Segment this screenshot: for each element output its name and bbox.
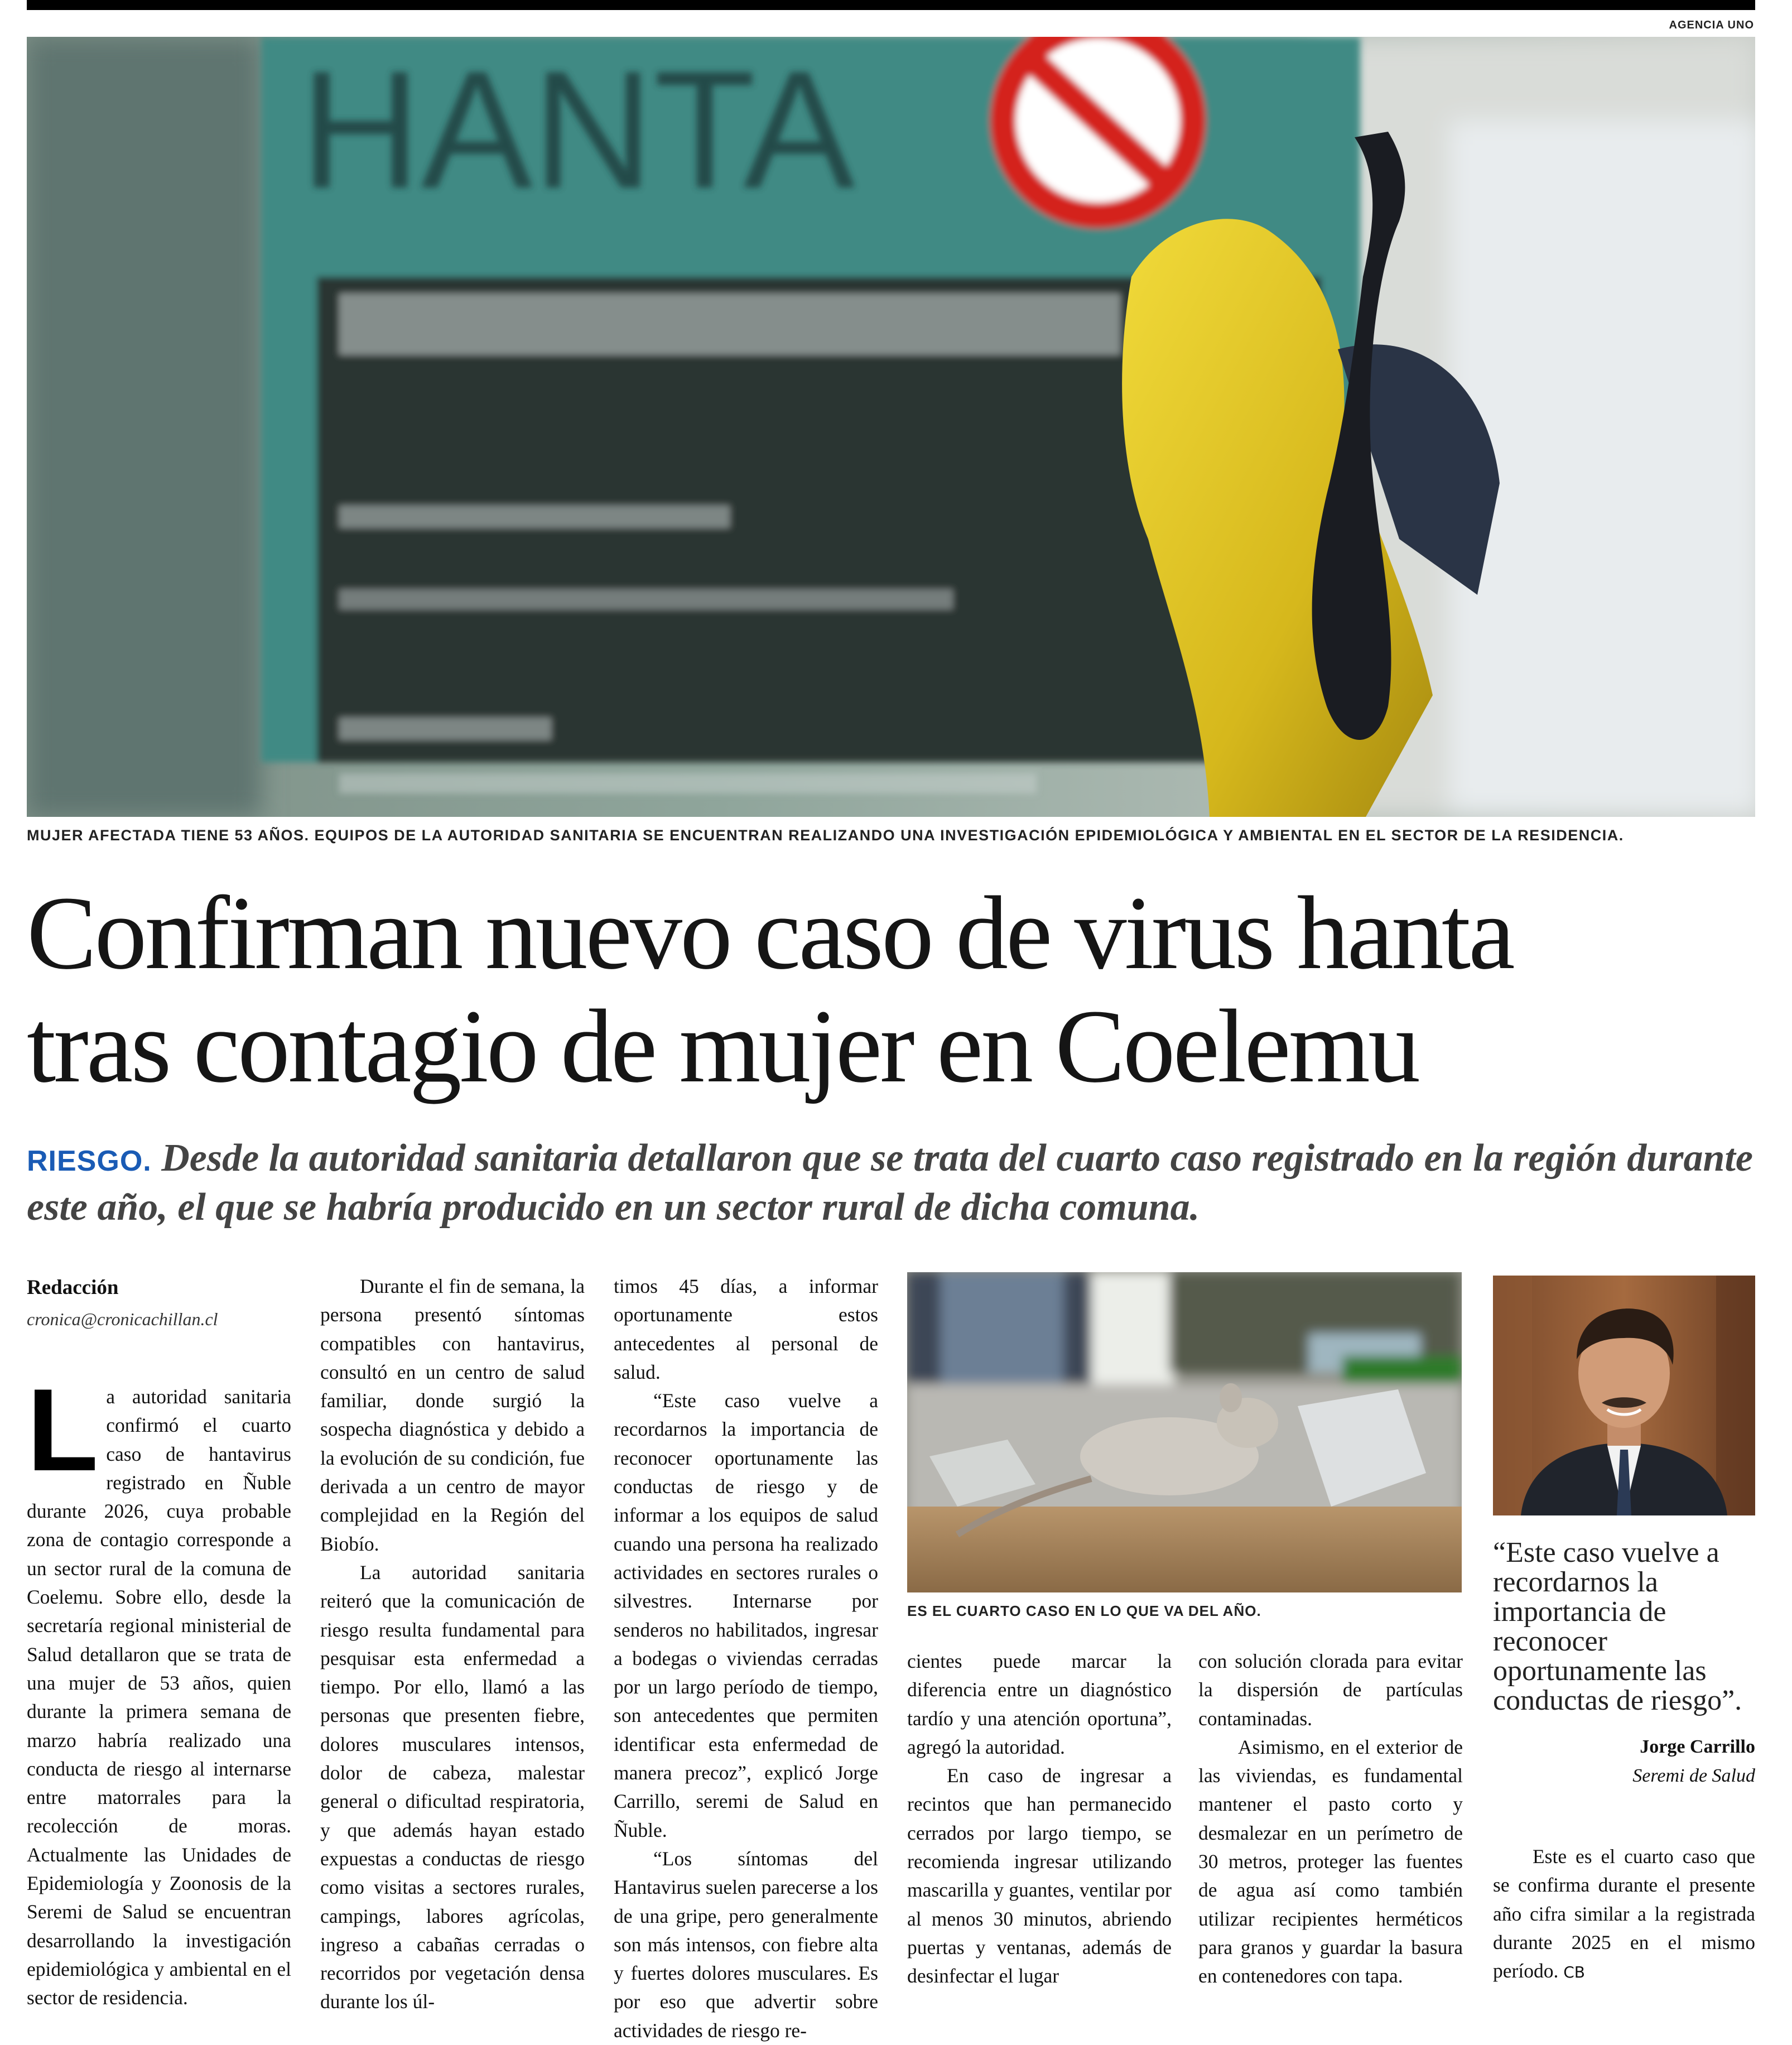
column-1-text: a autoridad sanitaria confirmó el cuarto caso de hantavirus registrado en Ñuble durante 2026, cuya probable zona de contagio corresponde a un sector rural de la comuna de Coelemu. Sobre ello, desde la secretaría regional ministerial de Salud detallaron que se trata de una mujer de 53 años, quien durante la primera semana de marzo habría realizado una conducta de riesgo al internarse entre matorrales para la recolección de moras. Actualmente las Unidades de Epidemiología y Zoonosis de la Seremi de Salud se encuentran desarrollando la investigación epidemiológica y ambiental en el sector de residencia. bbox=[27, 1385, 291, 2009]
byline-email[interactable]: cronica@cronicachillan.cl bbox=[27, 1309, 218, 1329]
column-6-text: Este es el cuarto caso que se confirma durante el presente año cifra similar a la registrada durante 2025 en el mismo período. bbox=[1493, 1845, 1755, 1983]
pull-quote: “Este caso vuelve a recordarnos la importancia de reconocer oportunamente las conductas de riesgo”. bbox=[1493, 1537, 1742, 1717]
hanta-sign-text: HANTA bbox=[300, 37, 855, 223]
column-1 bbox=[27, 1364, 291, 2013]
deck bbox=[27, 1134, 1755, 1231]
column-2-paragraph-2: La autoridad sanitaria reiteró que la comunicación de riesgo resulta fundamental para pesquisar esta enfermedad a tiempo. Por ello, llamó a las personas que presenten fiebre, dolores musculares intensos, dolor de cabeza, malestar general o dificultad respiratoria, y que además hayan estado expuestas a conductas de riesgo como visitas a sectores rurales, campings, labores agrícolas, ingreso a cabañas cerradas o recorridos por vegetación densa durante los úl- bbox=[320, 1561, 585, 2013]
top-rule bbox=[27, 0, 1755, 10]
column-5-paragraph-2: Asimismo, en el exterior de las viviendas, es fundamental mantener el pasto corto y desmalezar en un perímetro de 30 metros, proteger las fuentes de agua así como también utilizar recipientes herméticos para granos y guardar la basura en contenedores con tapa. bbox=[1198, 1735, 1463, 1988]
column-4-paragraph-1: cientes puede marcar la diferencia entre un diagnóstico tardío y una atención oportuna”, agregó la autoridad. bbox=[907, 1650, 1172, 1758]
column-4 bbox=[907, 1647, 1172, 1991]
photo-credit: AGENCIA UNO bbox=[1669, 19, 1754, 31]
column-3-paragraph-1: timos 45 días, a informar oportunamente estos antecedentes al personal de salud. bbox=[614, 1275, 878, 1383]
column-3 bbox=[614, 1272, 878, 2045]
headline-line-2: tras contagio de mujer en Coelemu bbox=[27, 988, 1418, 1105]
rodent-photo-caption: ES EL CUARTO CASO EN LO QUE VA DEL AÑO. bbox=[907, 1603, 1261, 1619]
column-5-paragraph-1: con solución clorada para evitar la dispersión de partículas contaminadas. bbox=[1198, 1650, 1463, 1730]
byline-name: Redacción bbox=[27, 1276, 119, 1299]
deck-kicker: RIESGO. bbox=[27, 1145, 152, 1177]
column-2-paragraph-1: Durante el fin de semana, la persona presentó síntomas compatibles con hantavirus, consultó en un centro de salud familiar, donde surgió la sospecha diagnóstica y debido a la evolución de su condición, fue derivada a un centro de mayor complejidad en la Región del Biobío. bbox=[320, 1275, 585, 1555]
pull-quote-role: Seremi de Salud bbox=[1632, 1765, 1755, 1786]
column-5 bbox=[1198, 1647, 1463, 1991]
headline-line-1: Confirman nuevo caso de virus hanta bbox=[27, 874, 1513, 991]
end-mark-icon: CB bbox=[1563, 1963, 1585, 1982]
headline bbox=[27, 876, 1755, 1103]
column-6 bbox=[1493, 1842, 1755, 1985]
column-2 bbox=[320, 1272, 585, 2017]
column-3-paragraph-3: “Los síntomas del Hantavirus suelen parecerse a los de una gripe, pero generalmente son más intensos, con fiebre alta y fuertes dolores musculares. Es por eso que advertir sobre actividades de riesgo re- bbox=[614, 1847, 878, 2042]
pull-quote-name: Jorge Carrillo bbox=[1640, 1736, 1755, 1757]
column-3-paragraph-2: “Este caso vuelve a recordarnos la importancia de reconocer oportunamente las conductas de riesgo y de informar a los equipos de salud cuando una persona ha realizado actividades en sectores rurales o silvestres. Internarse por senderos no habilitados, ingresar a bodegas o viviendas cerradas por un largo período de tiempo, son antecedentes que permiten identificar esta enfermedad de manera precoz”, explicó Jorge Carrillo, seremi de Salud en Ñuble. bbox=[614, 1389, 878, 1841]
rodent-photo bbox=[907, 1272, 1462, 1592]
drop-cap: L bbox=[27, 1364, 99, 1495]
photo-caption: MUJER AFECTADA TIENE 53 AÑOS. EQUIPOS DE LA AUTORIDAD SANITARIA SE ENCUENTRAN REALIZANDO UNA INVESTIGACIÓN EPIDEMIOLÓGICA Y AMBIENTAL EN EL SECTOR DE LA RESIDENCIA. bbox=[27, 827, 1624, 844]
column-4-paragraph-2: En caso de ingresar a recintos que han permanecido cerrados por largo tiempo, se recomienda ingresar utilizando mascarilla y guantes, ventilar por al menos 30 minutos, abriendo puertas y ventanas, además de desinfectar el lugar bbox=[907, 1764, 1172, 1988]
lead-photo bbox=[27, 37, 1755, 817]
deck-text: Desde la autoridad sanitaria detallaron que se trata del cuarto caso registrado en la región durante este año, el que se habría producido en un sector rural de dicha comuna. bbox=[27, 1137, 1753, 1229]
portrait-photo bbox=[1493, 1276, 1755, 1515]
